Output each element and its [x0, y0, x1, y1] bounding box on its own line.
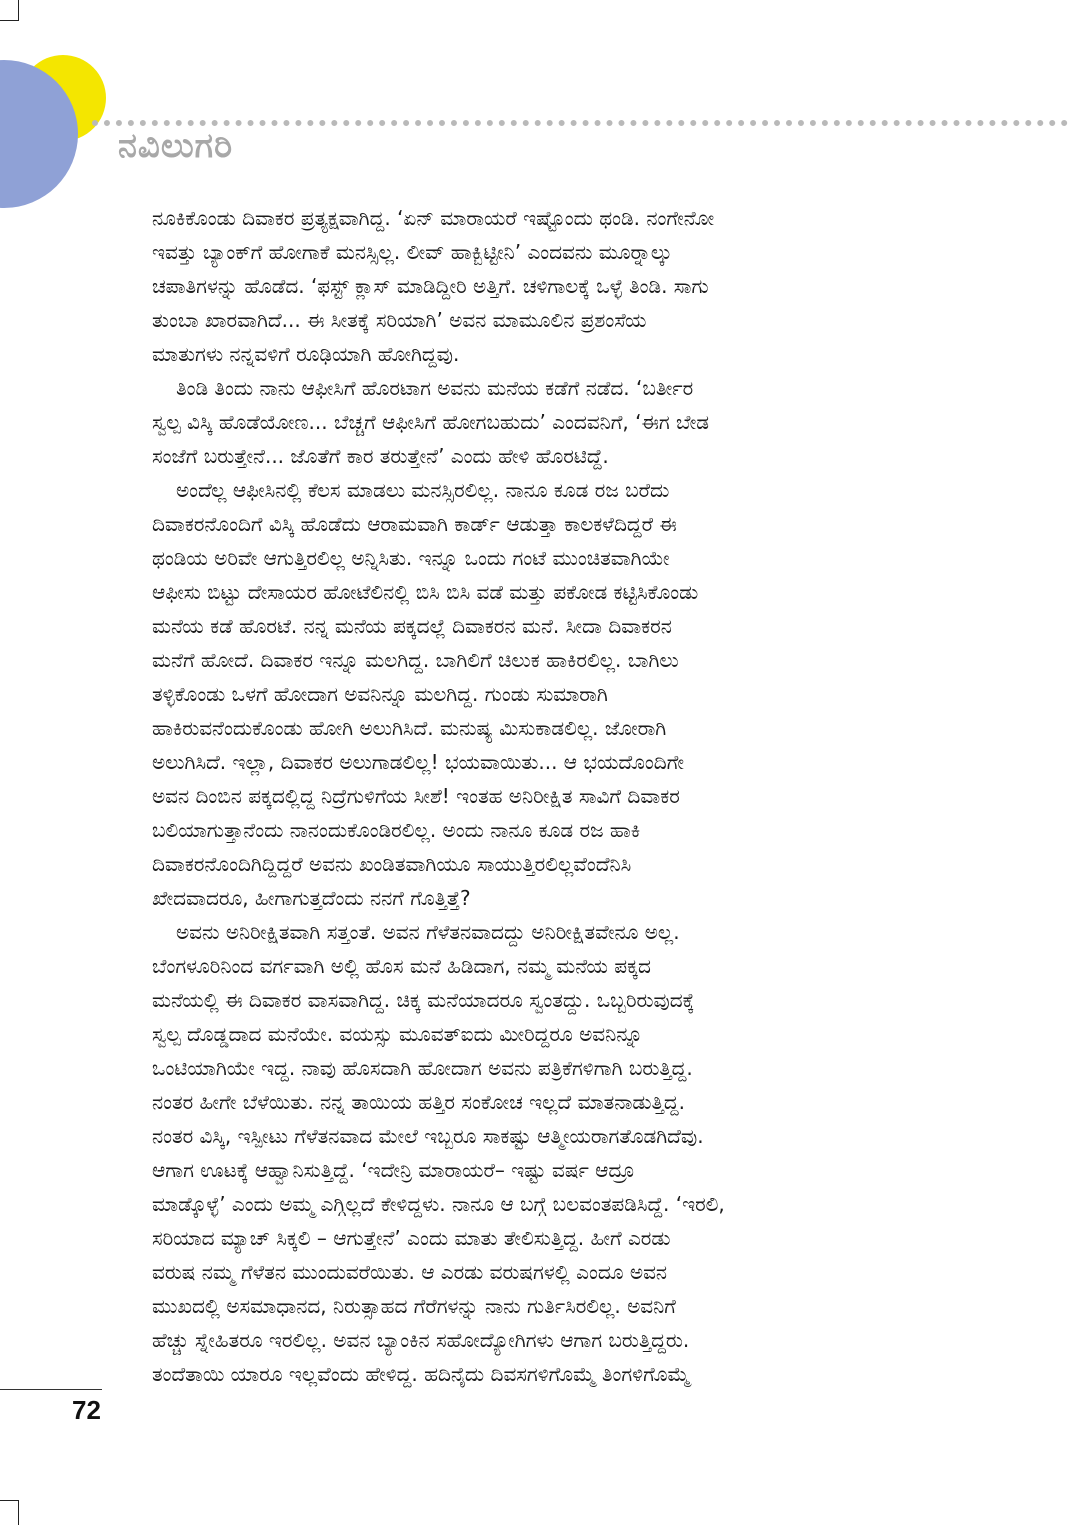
page-number: 72	[72, 1395, 101, 1425]
text-line: ದಿವಾಕರನೊಂದಿಗಿದ್ದಿದ್ದರೆ ಅವನು ಖಂಡಿತವಾಗಿಯೂ ಸಾಯುತ್ತಿರಲಿಲ್ಲವೆಂದೆನಿಸಿ	[152, 852, 632, 876]
text-line: ಖೇದವಾದರೂ, ಹೀಗಾಗುತ್ತದೆಂದು ನನಗೆ ಗೊತ್ತಿತ್ತೆ?	[152, 886, 471, 910]
text-line: ಹೆಚ್ಚು ಸ್ನೇಹಿತರೂ ಇರಲಿಲ್ಲ. ಅವನ ಬ್ಯಾಂಕಿನ ಸಹೋದ್ಯೋಗಿಗಳು ಆಗಾಗ ಬರುತ್ತಿದ್ದರು.	[152, 1328, 690, 1352]
text-line: ನಂತರ ಹೀಗೇ ಬೆಳೆಯಿತು. ನನ್ನ ತಾಯಿಯ ಹತ್ತಿರ ಸಂಕೋಚ ಇಲ್ಲದೆ ಮಾತನಾಡುತ್ತಿದ್ದ.	[152, 1090, 685, 1114]
text-line: ಮಾಡ್ಕೊಳ್ಳೆ’ ಎಂದು ಅಮ್ಮ ಎಗ್ಗಿಲ್ಲದೆ ಕೇಳಿದ್ದಳು. ನಾನೂ ಆ ಬಗ್ಗೆ ಬಲವಂತಪಡಿಸಿದ್ದೆ. ‘ಇರಲಿ,	[152, 1192, 725, 1216]
text-line: ಅವನು ಅನಿರೀಕ್ಷಿತವಾಗಿ ಸತ್ತಂತೆ. ಅವನ ಗೆಳೆತನವಾದದ್ದು ಅನಿರೀಕ್ಷಿತವೇನೂ ಅಲ್ಲ.	[176, 920, 680, 944]
text-line: ಸರಿಯಾದ ಮ್ಯಾಚ್ ಸಿಕ್ಕಲಿ – ಆಗುತ್ತೇನೆ’ ಎಂದು ಮಾತು ತೇಲಿಸುತ್ತಿದ್ದ. ಹೀಗೆ ಎರಡು	[152, 1226, 671, 1250]
dotted-rule	[92, 120, 1068, 126]
text-line: ಅವನ ದಿಂಬಿನ ಪಕ್ಕದಲ್ಲಿದ್ದ ನಿದ್ರೆಗುಳಿಗೆಯ ಸೀಶೆ! ಇಂತಹ ಅನಿರೀಕ್ಷಿತ ಸಾವಿಗೆ ದಿವಾಕರ	[152, 784, 680, 808]
text-line: ಇವತ್ತು ಬ್ಯಾಂಕ್‌ಗೆ ಹೋಗಾಕೆ ಮನಸ್ಸಿಲ್ಲ. ಲೀವ್ ಹಾಕ್ಬಿಟ್ಟೀನಿ’ ಎಂದವನು ಮೂರ್‍ನಾಲ್ಕು	[152, 240, 673, 264]
text-line: ತಿಂಡಿ ತಿಂದು ನಾನು ಆಫೀಸಿಗೆ ಹೊರಟಾಗ ಅವನು ಮನೆಯ ಕಡೆಗೆ ನಡೆದ. ‘ಬರ್ತೀರ	[176, 376, 694, 400]
text-line: ನಂತರ ವಿಸ್ಕಿ, ಇಸ್ಪೀಟು ಗೆಳೆತನವಾದ ಮೇಲೆ ಇಬ್ಬರೂ ಸಾಕಷ್ಟು ಆತ್ಮೀಯರಾಗತೊಡಗಿದೆವು.	[152, 1124, 704, 1148]
text-line: ಥಂಡಿಯ ಅರಿವೇ ಆಗುತ್ತಿರಲಿಲ್ಲ ಅನ್ನಿಸಿತು. ಇನ್ನೂ ಒಂದು ಗಂಟೆ ಮುಂಚಿತವಾಗಿಯೇ	[152, 546, 670, 570]
crop-mark-top	[18, 0, 19, 20]
text-line: ಹಾಕಿರುವನೆಂದುಕೊಂಡು ಹೋಗಿ ಅಲುಗಿಸಿದೆ. ಮನುಷ್ಯ ಮಿಸುಕಾಡಲಿಲ್ಲ. ಜೋರಾಗಿ	[152, 716, 667, 740]
text-line: ಬೆಂಗಳೂರಿನಿಂದ ವರ್ಗವಾಗಿ ಅಲ್ಲಿ ಹೊಸ ಮನೆ ಹಿಡಿದಾಗ, ನಮ್ಮ ಮನೆಯ ಪಕ್ಕದ	[152, 954, 651, 978]
text-line: ಅಂದೆಲ್ಲ ಆಫೀಸಿನಲ್ಲಿ ಕೆಲಸ ಮಾಡಲು ಮನಸ್ಸಿರಲಿಲ್ಲ. ನಾನೂ ಕೂಡ ರಜ ಬರೆದು	[176, 478, 670, 502]
text-line: ಆಫೀಸು ಬಿಟ್ಟು ದೇಸಾಯರ ಹೋಟೆಲಿನಲ್ಲಿ ಬಿಸಿ ಬಿಸಿ ವಡೆ ಮತ್ತು ಪಕೋಡ ಕಟ್ಟಿಸಿಕೊಂಡು	[152, 580, 699, 604]
text-line: ತುಂಬಾ ಖಾರವಾಗಿದೆ... ಈ ಸೀತಕ್ಕೆ ಸರಿಯಾಗಿ’ ಅವನ ಮಾಮೂಲಿನ ಪ್ರಶಂಸೆಯ	[152, 308, 647, 332]
text-line: ಸಂಜೆಗೆ ಬರುತ್ತೇನೆ... ಜೊತೆಗೆ ಕಾರ ತರುತ್ತೇನೆ’ ಎಂದು ಹೇಳಿ ಹೊರಟಿದ್ದೆ.	[152, 444, 609, 468]
text-line: ಮನೆಯಲ್ಲಿ ಈ ದಿವಾಕರ ವಾಸವಾಗಿದ್ದ. ಚಿಕ್ಕ ಮನೆಯಾದರೂ ಸ್ವಂತದ್ದು. ಒಬ್ಬರಿರುವುದಕ್ಕೆ	[152, 988, 695, 1012]
text-line: ತಳ್ಳಿಕೊಂಡು ಒಳಗೆ ಹೋದಾಗ ಅವನಿನ್ನೂ ಮಲಗಿದ್ದ. ಗುಂಡು ಸುಮಾರಾಗಿ	[152, 682, 608, 706]
text-line: ಸ್ವಲ್ಪ ವಿಸ್ಕಿ ಹೊಡೆಯೋಣ... ಬೆಚ್ಚಗೆ ಆಫೀಸಿಗೆ ಹೋಗಬಹುದು’ ಎಂದವನಿಗೆ, ‘ಈಗ ಬೇಡ	[152, 410, 709, 434]
text-line: ಬಲಿಯಾಗುತ್ತಾನೆಂದು ನಾನಂದುಕೊಂಡಿರಲಿಲ್ಲ. ಅಂದು ನಾನೂ ಕೂಡ ರಜ ಹಾಕಿ	[152, 818, 641, 842]
text-line: ಮುಖದಲ್ಲಿ ಅಸಮಾಧಾನದ, ನಿರುತ್ಸಾಹದ ಗೆರೆಗಳನ್ನು ನಾನು ಗುರ್ತಿಸಿರಲಿಲ್ಲ. ಅವನಿಗೆ	[152, 1294, 676, 1318]
text-line: ನೂಕಿಕೊಂಡು ದಿವಾಕರ ಪ್ರತ್ಯಕ್ಷವಾಗಿದ್ದ. ‘ಏನ್ ಮಾರಾಯರೆ ಇಷ್ಟೊಂದು ಥಂಡಿ. ನಂಗೇನೋ	[152, 206, 715, 230]
body-text	[152, 201, 912, 1391]
text-line: ಚಪಾತಿಗಳನ್ನು ಹೊಡೆದ. ‘ಫಸ್ಟ್ ಕ್ಲಾಸ್ ಮಾಡಿದ್ದೀರಿ ಅತ್ತಿಗೆ. ಚಳಿಗಾಲಕ್ಕೆ ಒಳ್ಳೆ ತಿಂಡಿ. ಸಾಗು	[152, 274, 709, 298]
text-line: ಸ್ವಲ್ಪ ದೊಡ್ಡದಾದ ಮನೆಯೇ. ವಯಸ್ಸು ಮೂವತ್‌ಐದು ಮೀರಿದ್ದರೂ ಅವನಿನ್ನೂ	[152, 1022, 643, 1046]
text-line: ಒಂಟಿಯಾಗಿಯೇ ಇದ್ದ. ನಾವು ಹೊಸದಾಗಿ ಹೋದಾಗ ಅವನು ಪತ್ರಿಕೆಗಳಿಗಾಗಿ ಬರುತ್ತಿದ್ದ.	[152, 1056, 693, 1080]
text-line: ದಿವಾಕರನೊಂದಿಗೆ ವಿಸ್ಕಿ ಹೊಡೆದು ಆರಾಮವಾಗಿ ಕಾರ್ಡ್ ಆಡುತ್ತಾ ಕಾಲಕಳೆದಿದ್ದರೆ ಈ	[152, 512, 677, 536]
text-line: ಮನೆಗೆ ಹೋದೆ. ದಿವಾಕರ ಇನ್ನೂ ಮಲಗಿದ್ದ. ಬಾಗಿಲಿಗೆ ಚಿಲುಕ ಹಾಕಿರಲಿಲ್ಲ. ಬಾಗಿಲು	[152, 648, 679, 672]
crop-mark-bottom	[18, 1500, 19, 1525]
crop-mark-top-h	[0, 20, 19, 21]
section-title: ನವಿಲುಗರಿ	[118, 126, 234, 166]
text-line: ಮನೆಯ ಕಡೆ ಹೊರಟೆ. ನನ್ನ ಮನೆಯ ಪಕ್ಕದಲ್ಲೆ ದಿವಾಕರನ ಮನೆ. ಸೀದಾ ದಿವಾಕರನ	[152, 614, 672, 638]
footer-rule	[0, 1389, 102, 1390]
crop-mark-bottom-h	[0, 1500, 19, 1501]
text-line: ತಂದೆತಾಯಿ ಯಾರೂ ಇಲ್ಲವೆಂದು ಹೇಳಿದ್ದ. ಹದಿನೈದು ದಿವಸಗಳಿಗೊಮ್ಮೆ ತಿಂಗಳಿಗೊಮ್ಮೆ	[152, 1362, 691, 1386]
text-line: ಆಗಾಗ ಊಟಕ್ಕೆ ಆಹ್ವಾನಿಸುತ್ತಿದ್ದೆ. ‘ಇದೇನ್ರಿ ಮಾರಾಯರೆ– ಇಷ್ಟು ವರ್ಷ ಆದ್ರೂ	[152, 1158, 635, 1182]
text-line: ಮಾತುಗಳು ನನ್ನವಳಿಗೆ ರೂಢಿಯಾಗಿ ಹೋಗಿದ್ದವು.	[152, 342, 460, 366]
text-line: ವರುಷ ನಮ್ಮ ಗೆಳೆತನ ಮುಂದುವರೆಯಿತು. ಆ ಎರಡು ವರುಷಗಳಲ್ಲಿ ಎಂದೂ ಅವನ	[152, 1260, 668, 1284]
text-line: ಅಲುಗಿಸಿದೆ. ಇಲ್ಲಾ, ದಿವಾಕರ ಅಲುಗಾಡಲಿಲ್ಲ! ಭಯವಾಯಿತು... ಆ ಭಯದೊಂದಿಗೇ	[152, 750, 685, 774]
